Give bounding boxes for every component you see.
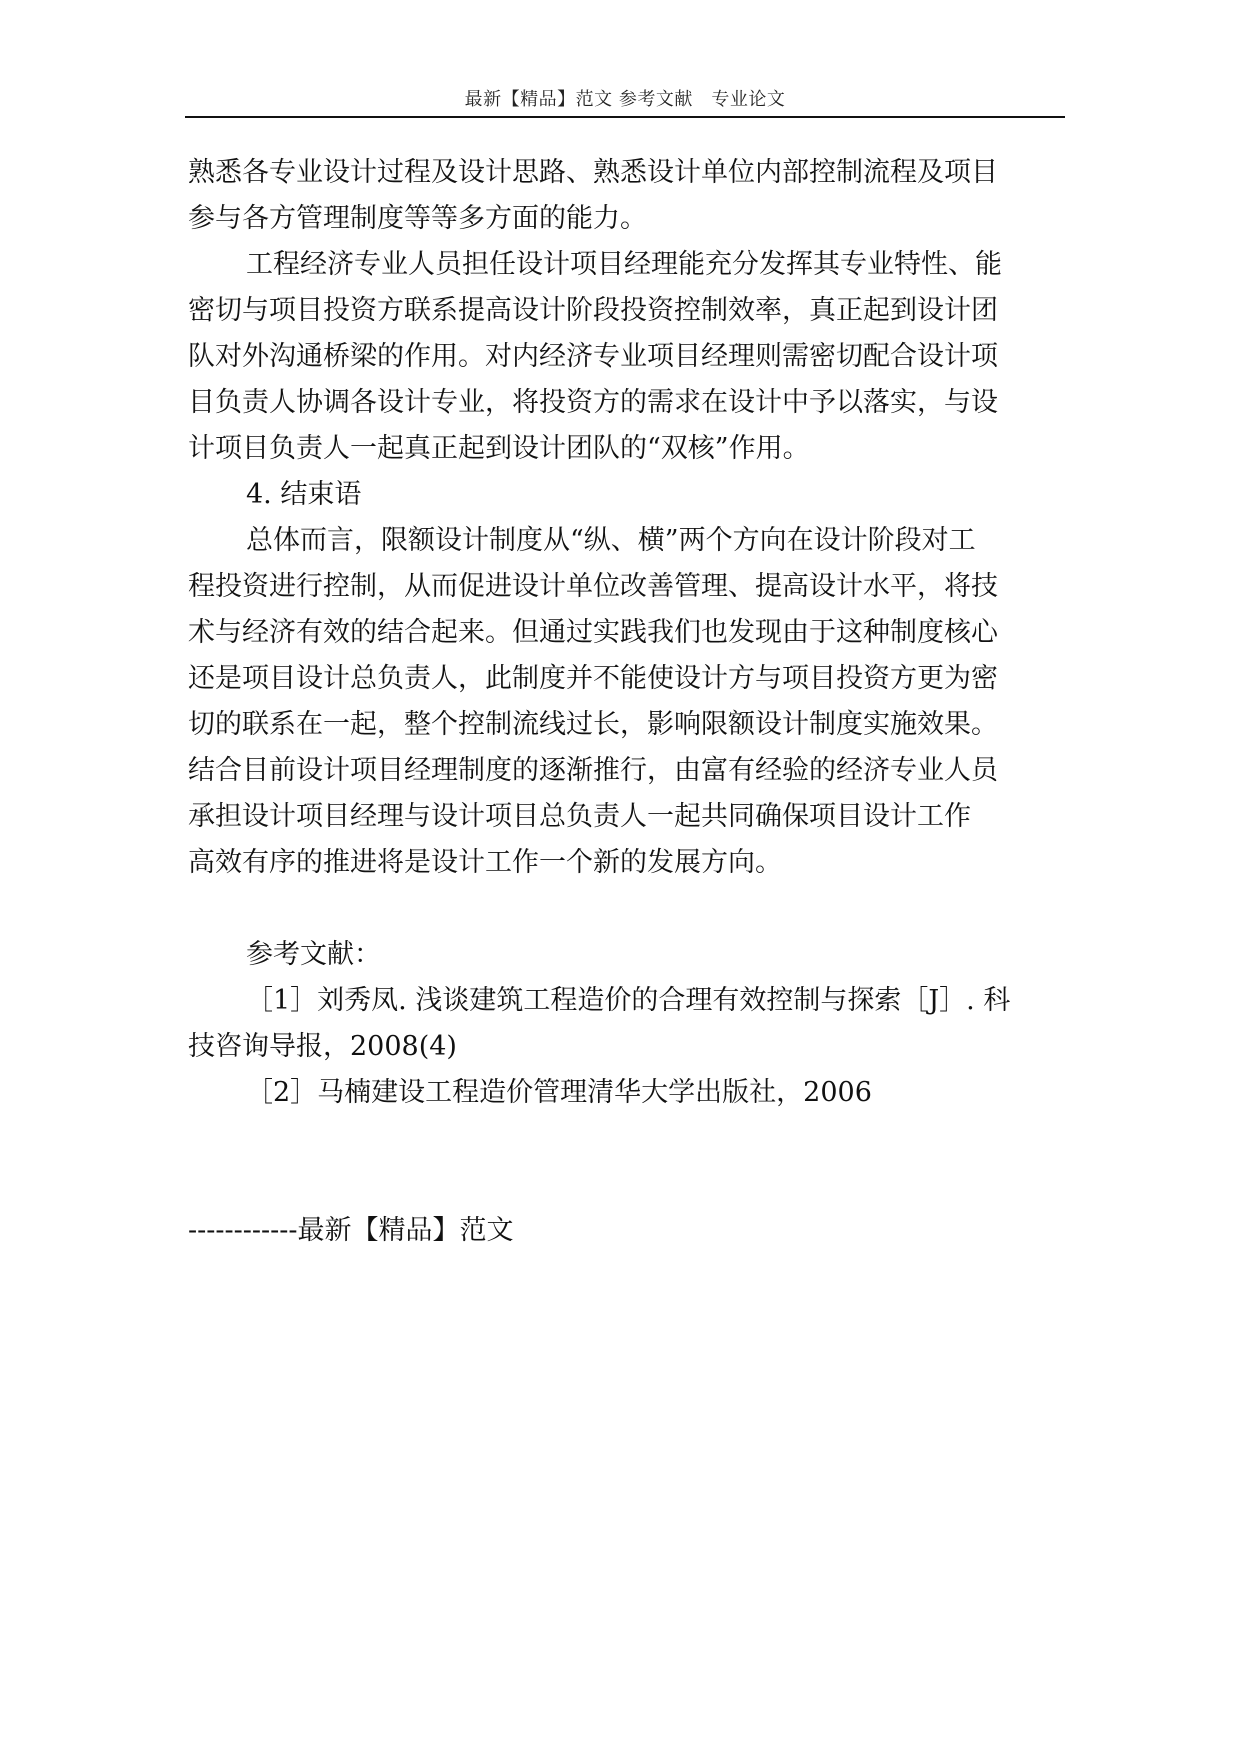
- section-heading: 4. 结束语: [246, 479, 362, 510]
- paragraph-line: 还是项目设计总负责人，此制度并不能使设计方与项目投资方更为密: [188, 663, 998, 694]
- paragraph-line: 计项目负责人一起真正起到设计团队的“双核”作用。: [188, 433, 810, 464]
- spacer: [188, 886, 1064, 932]
- paragraph-line: 术与经济有效的结合起来。但通过实践我们也发现由于这种制度核心: [188, 617, 998, 648]
- paragraph-line: 承担设计项目经理与设计项目总负责人一起共同确保项目设计工作: [188, 801, 971, 832]
- reference-item: ［2］马楠建设工程造价管理清华大学出版社，2006: [246, 1077, 872, 1108]
- paragraph-line: 程投资进行控制，从而促进设计单位改善管理、提高设计水平，将技: [188, 571, 998, 602]
- paragraph-line: 目负责人协调各设计专业，将投资方的需求在设计中予以落实，与设: [188, 387, 998, 418]
- paragraph-line: 高效有序的推进将是设计工作一个新的发展方向。: [188, 847, 782, 878]
- page-footer: ------------最新【精品】范文: [188, 1215, 514, 1246]
- document-body: [188, 150, 1064, 1254]
- references-heading: 参考文献：: [246, 939, 381, 970]
- paragraph-line: 参与各方管理制度等等多方面的能力。: [188, 203, 647, 234]
- page-header: 最新【精品】范文 参考文献 专业论文: [464, 89, 786, 110]
- paragraph-line: 队对外沟通桥梁的作用。对内经济专业项目经理则需密切配合设计项: [188, 341, 998, 372]
- spacer: [188, 1116, 1064, 1162]
- paragraph-line: 密切与项目投资方联系提高设计阶段投资控制效率，真正起到设计团: [188, 295, 998, 326]
- paragraph-line: 工程经济专业人员担任设计项目经理能充分发挥其专业特性、能: [246, 249, 1002, 280]
- header-rule: [185, 116, 1065, 118]
- paragraph-line: 熟悉各专业设计过程及设计思路、熟悉设计单位内部控制流程及项目: [188, 157, 998, 188]
- reference-item: ［1］刘秀凤. 浅谈建筑工程造价的合理有效控制与探索［J］. 科: [246, 985, 1011, 1016]
- paragraph-line: 总体而言，限额设计制度从“纵、横”两个方向在设计阶段对工: [246, 525, 976, 556]
- reference-item-continued: 技咨询导报，2008(4): [188, 1031, 457, 1062]
- paragraph-line: 切的联系在一起，整个控制流线过长，影响限额设计制度实施效果。: [188, 709, 998, 740]
- paragraph-line: 结合目前设计项目经理制度的逐渐推行，由富有经验的经济专业人员: [188, 755, 998, 786]
